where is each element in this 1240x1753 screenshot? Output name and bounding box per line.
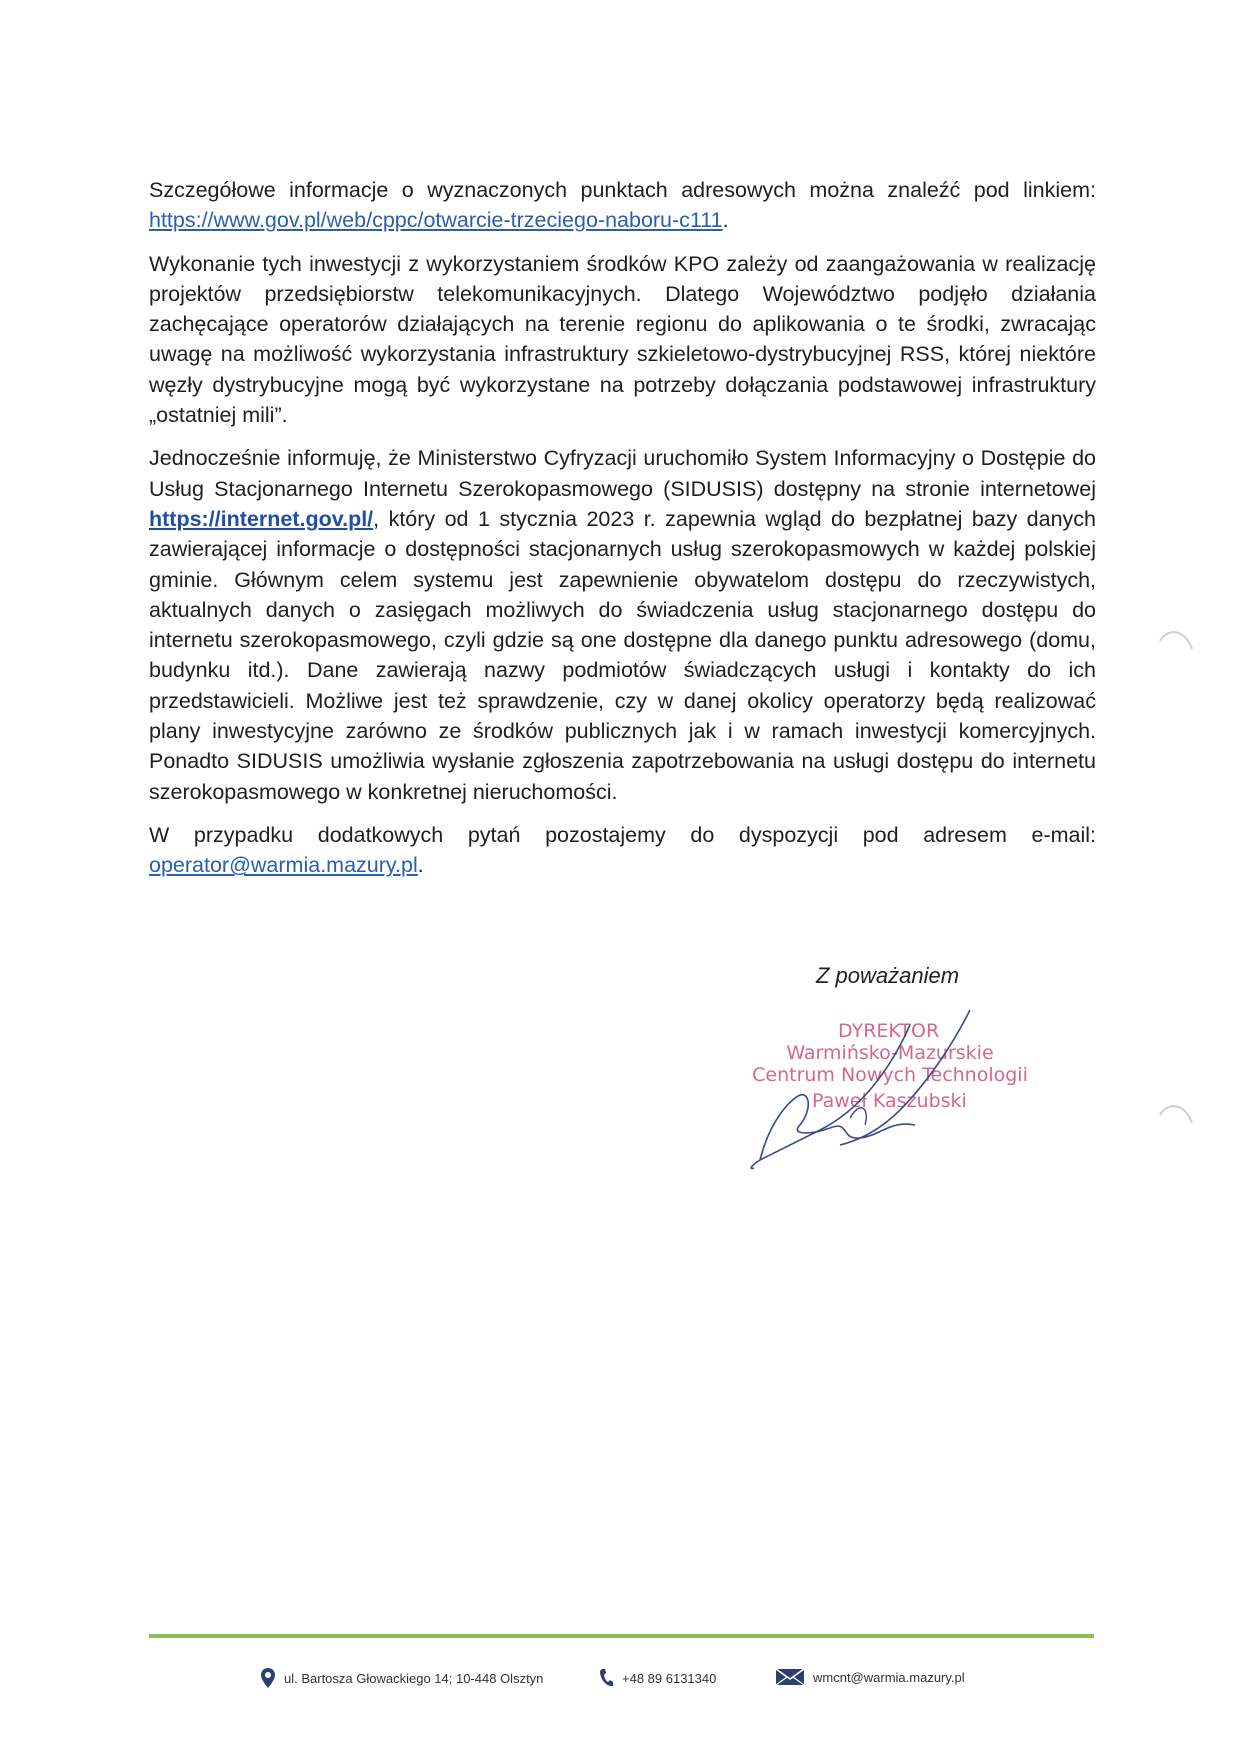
stamp-title: DYREKTOR (838, 1020, 940, 1042)
footer (0, 1667, 1240, 1697)
paragraph-2: Wykonanie tych inwestycji z wykorzystaniem środków KPO zależy od zaangażowania w realizację projektów przedsiębiorstw telekomunikacyjnych. Dlatego Województwo podjęło działania zachęcające operatorów działających na terenie regionu do aplikowania o te środki, zwracając uwagę na możliwość wykorzystania infrastruktury szkieletowo-dystrybucyjnej RSS, której niektóre węzły dystrybucyjne mogą być wykorzystane na potrzeby dołączania podstawowej infrastruktury „ostatniej mili”. (149, 251, 1096, 428)
paragraph-4-text: W przypadku dodatkowych pytań pozostajemy do dyspozycji pod adresem e-mail: (149, 822, 1096, 847)
paragraph-1-end: . (722, 208, 729, 233)
footer-address (260, 1667, 543, 1689)
paragraph-1-text: Szczegółowe informacje o wyznaczonych punktach adresowych można znaleźć pod linkiem: (149, 178, 1096, 202)
cppc-link[interactable]: https://www.gov.pl/web/cppc/otwarcie-trzeciego-naboru-c111 (149, 208, 723, 233)
paragraph-4-end: . (417, 853, 424, 878)
scan-mark-icon (1158, 1101, 1194, 1131)
paragraph-4 (149, 820, 1096, 881)
footer-address-text: ul. Bartosza Głowackiego 14; 10-448 Olsztyn (284, 1670, 544, 1686)
stamp-organization-line2: Centrum Nowych Technologii (752, 1064, 1028, 1086)
location-pin-icon (260, 1667, 276, 1689)
footer-email-text: wmcnt@warmia.mazury.pl (813, 1669, 965, 1685)
paragraph-1 (149, 175, 1096, 236)
stamp-person-name: Paweł Kaszubski (812, 1090, 967, 1112)
footer-divider (149, 1634, 1094, 1638)
footer-email (775, 1667, 965, 1687)
footer-phone (598, 1667, 716, 1689)
letter-body (149, 175, 1096, 894)
paragraph-3-start: Jednocześnie informuję, że Ministerstwo Cyfryzacji uruchomiło System Informacyjny o Dostępie do Usług Stacjonarnego Internetu Szerokopasmowego (SIDUSIS) dostępny na stronie internetowej (149, 446, 1096, 501)
envelope-icon (775, 1667, 805, 1687)
handwritten-signature (740, 1000, 1000, 1180)
paragraph-3 (149, 443, 1096, 807)
paragraph-3-end: , który od 1 stycznia 2023 r. zapewnia wgląd do bezpłatnej bazy danych zawierającej informacje o dostępności stacjonarnych usług szerokopasmowych w każdej polskiej gminie. Głównym celem systemu jest zapewnienie obywatelom dostępu do rzeczywistych, aktualnych danych o zasięgach możliwych do świadczenia usług stacjonarnego dostępu do internetu szerokopasmowego, czyli gdzie są one dostępne dla danego punktu adresowego (domu, budynku itd.). Dane zawierają nazwy podmiotów świadczących usługi i kontakty do ich przedstawicieli. Możliwe jest też sprawdzenie, czy w danej okolicy operatorzy będą realizować plany inwestycyjne zarówno ze środków publicznych jak i w ramach inwestycji komercyjnych. Ponadto SIDUSIS umożliwia wysłanie zgłoszenia zapotrzebowania na usługi dostępu do internetu szerokopasmowego w konkretnej nieruchomości. (149, 506, 1096, 804)
stamp-organization-line1: Warmińsko-Mazurskie (786, 1042, 994, 1064)
phone-icon (598, 1667, 614, 1689)
footer-phone-text: +48 89 6131340 (622, 1670, 717, 1686)
scan-mark-icon (1158, 627, 1194, 657)
closing-salutation: Z poważaniem (816, 963, 960, 988)
operator-email-link[interactable]: operator@warmia.mazury.pl (149, 853, 418, 878)
sidusis-link[interactable]: https://internet.gov.pl/ (149, 506, 374, 531)
